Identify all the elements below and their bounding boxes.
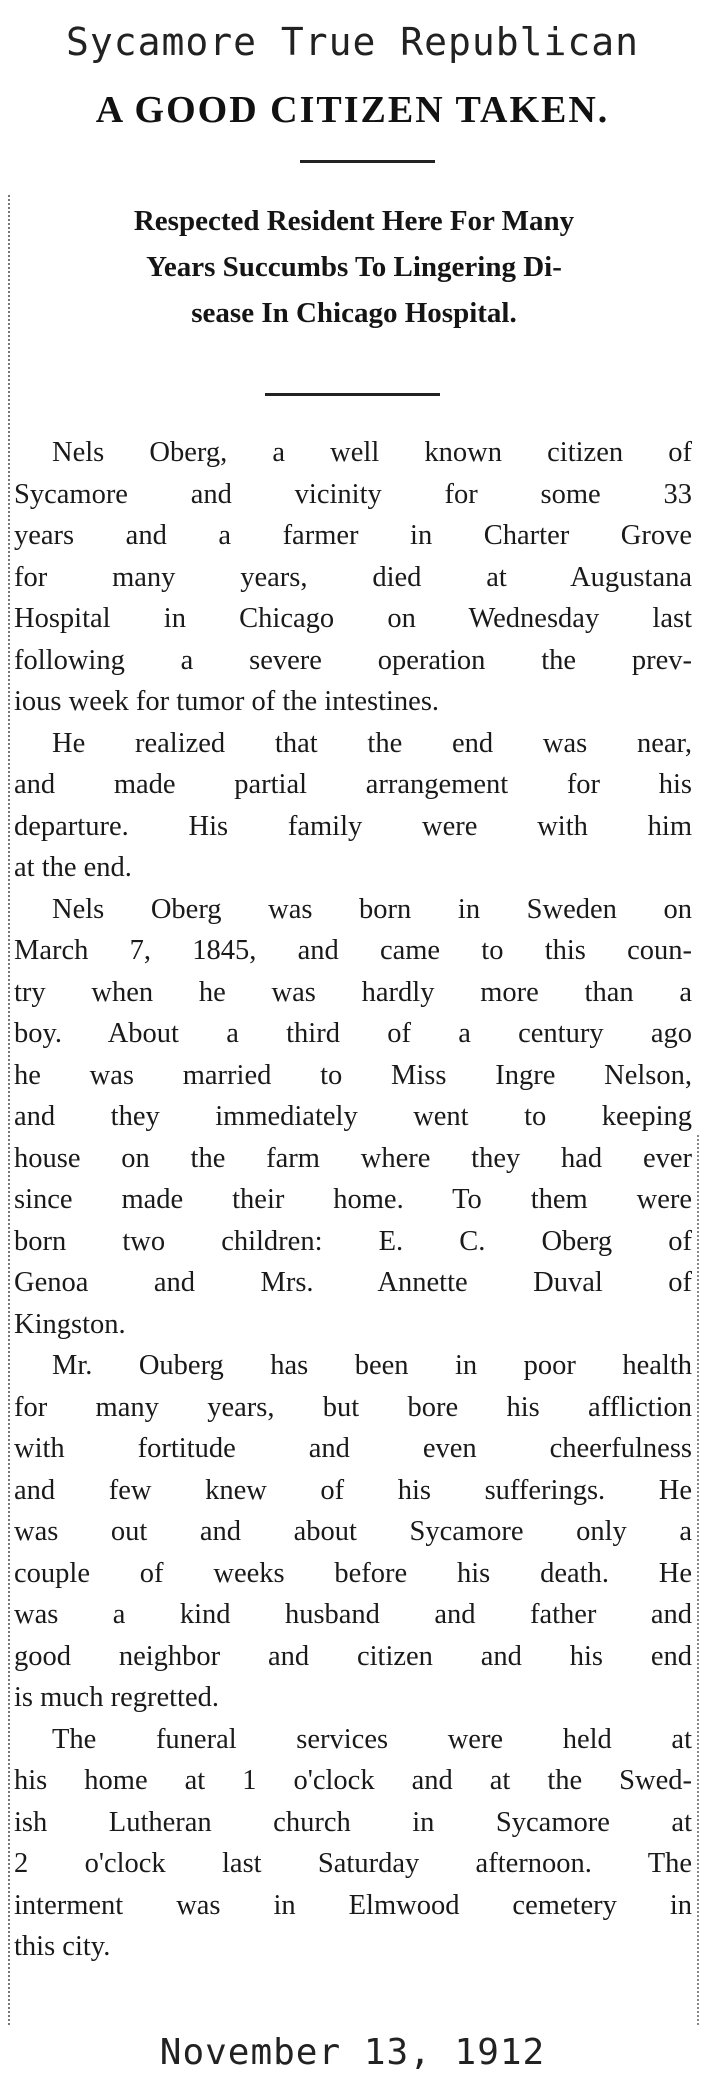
text-line: ious week for tumor of the intestines. bbox=[14, 686, 440, 717]
text-line: good neighbor and citizen and his end bbox=[14, 1640, 692, 1672]
text-line: since made their home. To them were bbox=[14, 1184, 692, 1215]
text-line: ish Lutheran church in Sycamore at bbox=[14, 1806, 692, 1838]
headline-divider bbox=[300, 160, 435, 163]
article-paragraph bbox=[14, 432, 692, 723]
text-line: Hospital in Chicago on Wednesday last bbox=[14, 603, 692, 634]
text-line: house on the farm where they had ever bbox=[14, 1142, 692, 1174]
text-line: and they immediately went to keeping bbox=[14, 1101, 692, 1132]
text-line: at the end. bbox=[14, 852, 132, 883]
column-left-border bbox=[8, 195, 10, 2025]
article-paragraph bbox=[14, 1719, 692, 1968]
text-line: boy. About a third of a century ago bbox=[14, 1018, 692, 1049]
article-body bbox=[14, 432, 692, 1968]
text-line: he was married to Miss Ingre Nelson, bbox=[14, 1059, 692, 1091]
text-line: following a severe operation the prev- bbox=[14, 644, 692, 676]
text-line: with fortitude and even cheerfulness bbox=[14, 1433, 692, 1464]
text-line: and few knew of his sufferings. He bbox=[14, 1474, 692, 1506]
article-paragraph bbox=[14, 1345, 692, 1719]
article-paragraph bbox=[14, 889, 692, 1346]
text-line: his home at 1 o'clock and at the Swed- bbox=[14, 1765, 692, 1796]
text-line: years and a farmer in Charter Grove bbox=[14, 520, 692, 551]
publication-date: November 13, 1912 bbox=[159, 2032, 546, 2073]
text-line: departure. His family were with him bbox=[14, 810, 692, 842]
text-line: Nels Oberg, a well known citizen of bbox=[52, 437, 692, 468]
text-line: Mr. Ouberg has been in poor health bbox=[52, 1350, 692, 1381]
text-line: March 7, 1845, and came to this coun- bbox=[14, 935, 692, 966]
text-line: and made partial arrangement for his bbox=[14, 769, 692, 800]
text-line: 2 o'clock last Saturday afternoon. The bbox=[14, 1848, 692, 1879]
subhead-line: Years Succumbs To Lingering Di- bbox=[146, 251, 562, 283]
text-line: Nels Oberg was born in Sweden on bbox=[52, 893, 692, 925]
text-line: Sycamore and vicinity for some 33 bbox=[14, 478, 692, 510]
newspaper-name: Sycamore True Republican bbox=[65, 20, 640, 64]
text-line: for many years, died at Augustana bbox=[14, 561, 692, 593]
column-right-border bbox=[697, 1135, 699, 2025]
text-line: try when he was hardly more than a bbox=[14, 976, 692, 1008]
text-line: this city. bbox=[14, 1931, 111, 1962]
text-line: couple of weeks before his death. He bbox=[14, 1557, 692, 1589]
text-line: The funeral services were held at bbox=[52, 1723, 692, 1755]
text-line: Genoa and Mrs. Annette Duval of bbox=[14, 1267, 692, 1298]
article-subheadline bbox=[14, 198, 694, 336]
article-headline: A GOOD CITIZEN TAKEN. bbox=[95, 89, 610, 131]
text-line: He realized that the end was near, bbox=[52, 727, 692, 759]
subhead-divider bbox=[265, 393, 440, 396]
text-line: was a kind husband and father and bbox=[14, 1599, 692, 1630]
text-line: was out and about Sycamore only a bbox=[14, 1516, 692, 1547]
text-line: for many years, but bore his affliction bbox=[14, 1391, 692, 1423]
text-line: born two children: E. C. Oberg of bbox=[14, 1225, 692, 1257]
subhead-line: Respected Resident Here For Many bbox=[133, 205, 575, 237]
text-line: is much regretted. bbox=[14, 1682, 219, 1713]
text-line: Kingston. bbox=[14, 1308, 126, 1340]
subhead-line: sease In Chicago Hospital. bbox=[191, 297, 517, 329]
text-line: interment was in Elmwood cemetery in bbox=[14, 1889, 692, 1921]
article-paragraph bbox=[14, 723, 692, 889]
